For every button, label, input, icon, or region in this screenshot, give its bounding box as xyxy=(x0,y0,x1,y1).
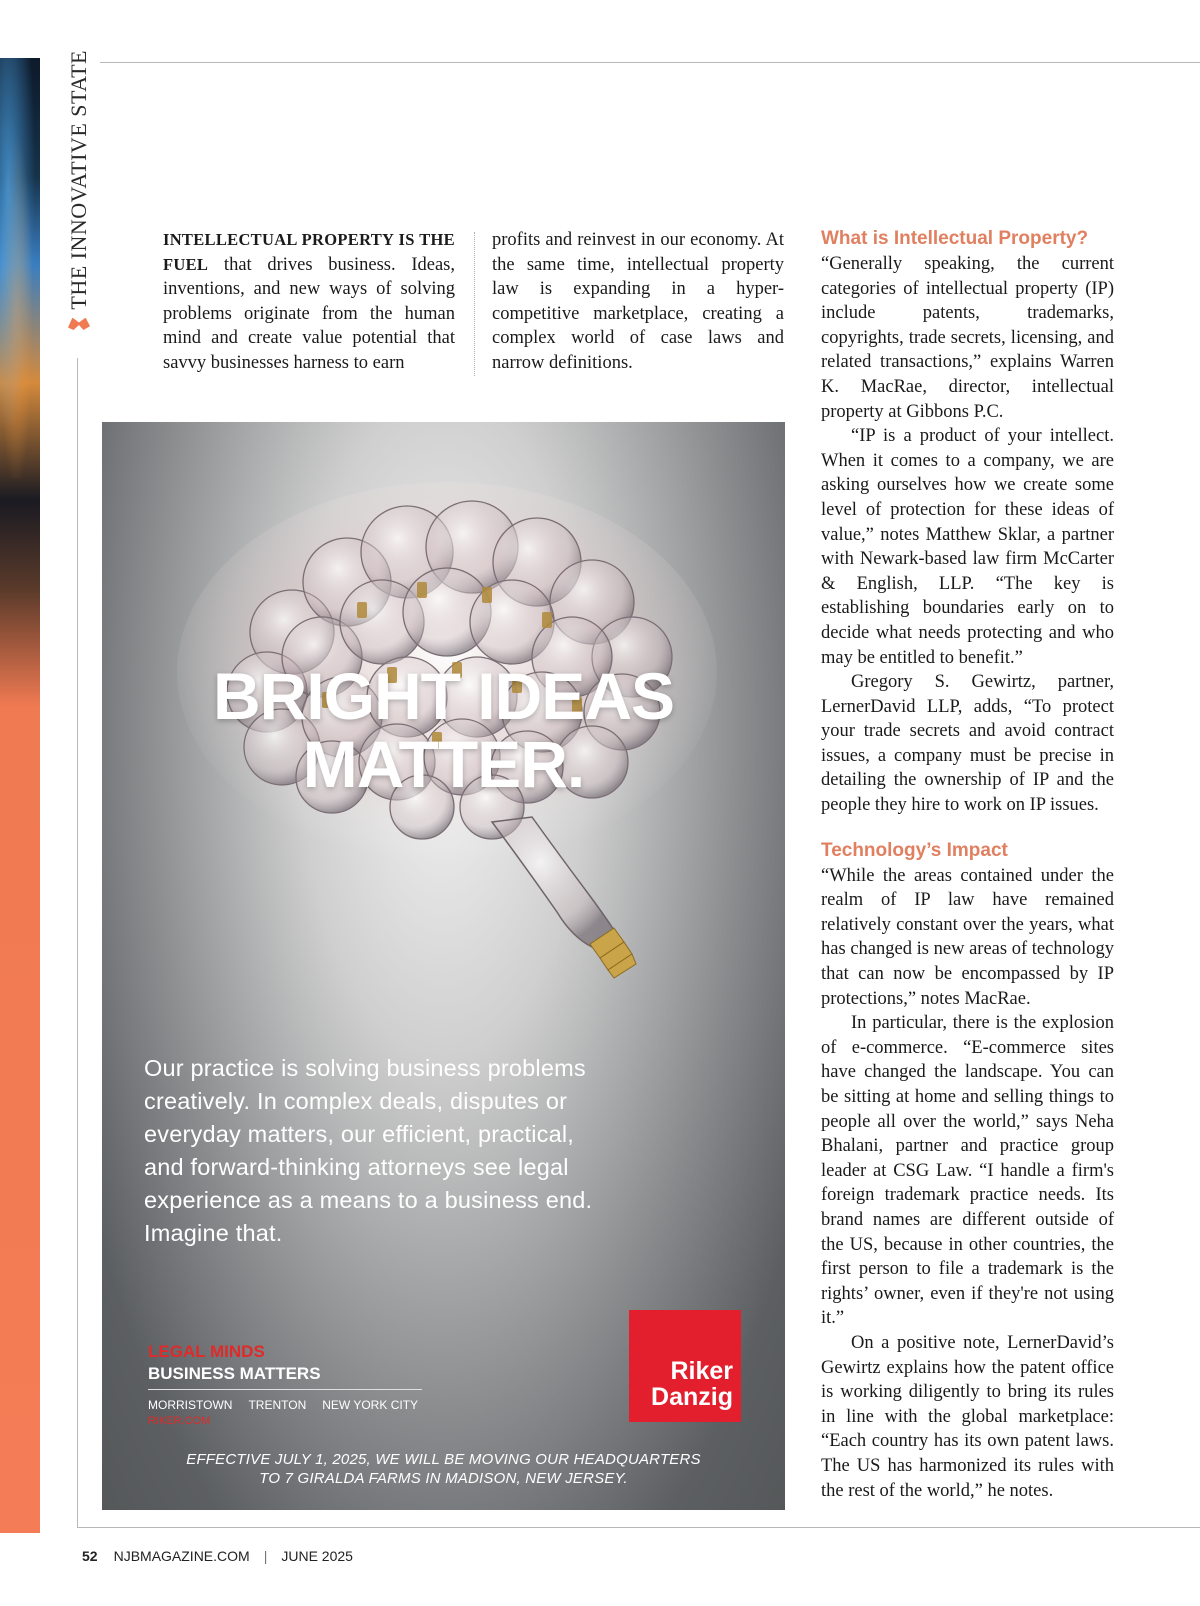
page-number: 52 xyxy=(82,1548,98,1564)
left-vertical-rule xyxy=(77,358,78,1528)
section-running-head xyxy=(66,50,92,330)
ad-body-copy: Our practice is solving business problems creatively. In complex deals, disputes or everyday matters, our efficient, practical, and forward-thinking attorneys see legal experience as a means to a business end. Imagine that. xyxy=(144,1055,593,1246)
ad-headline-line-1: BRIGHT IDEAS xyxy=(212,659,675,733)
ad-tagline-rule xyxy=(148,1389,422,1390)
article-paragraph: “Generally speaking, the current categories of intellectual property (IP) include patents, trademarks, copyrights, trade secrets, licensing, and related transactions,” explains Warren K. MacRae, director, intellectual property at Gibbons P.C. xyxy=(821,254,1114,422)
ad-notice-line-2: TO 7 GIRALDA FARMS IN MADISON, NEW JERSEY. xyxy=(259,1470,628,1487)
ad-tagline-white: BUSINESS MATTERS xyxy=(148,1364,321,1383)
riker-danzig-advertisement xyxy=(102,422,785,1510)
page-footer xyxy=(82,1548,353,1564)
edge-photo-strip xyxy=(0,58,40,1533)
riker-danzig-logo xyxy=(629,1310,741,1422)
article-paragraph: “IP is a product of your intellect. When it comes to a company, we are asking ourselves how we create some level of protection for these ideas of value,” notes Matthew Sklar, a partner with Newark-based law firm McCarter & English, LLP. “The key is establishing boundaries early on to decide what needs protecting and who may be entitled to benefit.” xyxy=(821,426,1114,668)
intro-col1-text: that drives business. Ideas, inventions, and new ways of solving problems originate from the human mind and create value potential that savvy businesses harness to earn xyxy=(163,254,455,373)
ad-notice-line-1: EFFECTIVE JULY 1, 2025, WE WILL BE MOVING OUR HEADQUARTERS xyxy=(186,1451,701,1468)
footer-issue-date: JUNE 2025 xyxy=(281,1548,353,1564)
bottom-rule xyxy=(77,1527,1200,1528)
ad-headline-line-2: MATTER. xyxy=(302,727,585,801)
article-paragraph: On a positive note, LernerDavid’s Gewirtz explains how the patent office is working diligently to bring its rules in line with the global marketplace: “Each country has its own patent laws. The US has harmonized its rules with the rest of the world,” he notes. xyxy=(821,1332,1114,1501)
intro-column-1 xyxy=(163,228,455,375)
ad-city: MORRISTOWN xyxy=(148,1398,233,1412)
article-paragraph: “While the areas contained under the realm of IP law have remained relatively constant over the years, what has changed is new areas of technology that can now be encompassed by IP protections,” notes MacRae. xyxy=(821,865,1114,1009)
top-rule xyxy=(100,62,1200,63)
intro-col2-text: profits and reinvest in our economy. At the same time, intellectual property law is expanding in a hyper-competitive marketplace, creating a complex world of case laws and narrow definitions. xyxy=(492,230,784,373)
article-paragraph: Gregory S. Gewirtz, partner, LernerDavid LLP, adds, “To protect your trade secrets and avoid contract issues, a company must be precise in detailing the ownership of IP and the people they hire to work on IP issues. xyxy=(821,672,1114,816)
intro-lead: INTELLECTUAL PROPERTY IS THE FUEL xyxy=(163,230,455,274)
column-divider xyxy=(474,232,475,376)
footer-site[interactable]: NJBMAGAZINE.COM xyxy=(113,1548,250,1564)
ad-relocation-notice xyxy=(102,1450,785,1488)
article-column xyxy=(821,226,1114,1503)
heading-technology-impact: Technology’s Impact xyxy=(821,839,1008,861)
ad-city: TRENTON xyxy=(248,1398,307,1412)
ad-tagline-red: LEGAL MINDS xyxy=(148,1342,265,1361)
logo-line-1: Riker xyxy=(670,1357,733,1385)
section-label: THE INNOVATIVE STATE xyxy=(66,50,91,310)
article-paragraph: In particular, there is the explosion of e-commerce. “E-commerce sites have changed the landscape. You can be sitting at home and selling things to people all over the world,” says Neha Bhalani, partner and practice group leader at CSG Law. “I handle a firm's foreign trademark practice needs. Its brand names are different outside of the US, because in other countries, the first person to file a trademark is the rights’ owner, even if they're not using it.” xyxy=(821,1013,1114,1329)
ad-headline xyxy=(102,659,785,801)
intro-column-2 xyxy=(492,228,784,375)
footer-separator: | xyxy=(263,1548,268,1564)
logo-line-2: Danzig xyxy=(651,1383,733,1411)
heading-what-is-ip: What is Intellectual Property? xyxy=(821,228,1089,249)
ad-office-cities xyxy=(148,1398,418,1412)
section-mark-icon xyxy=(68,318,90,330)
ad-website-link[interactable]: RIKER.COM xyxy=(148,1415,211,1427)
ad-city: NEW YORK CITY xyxy=(322,1398,419,1412)
